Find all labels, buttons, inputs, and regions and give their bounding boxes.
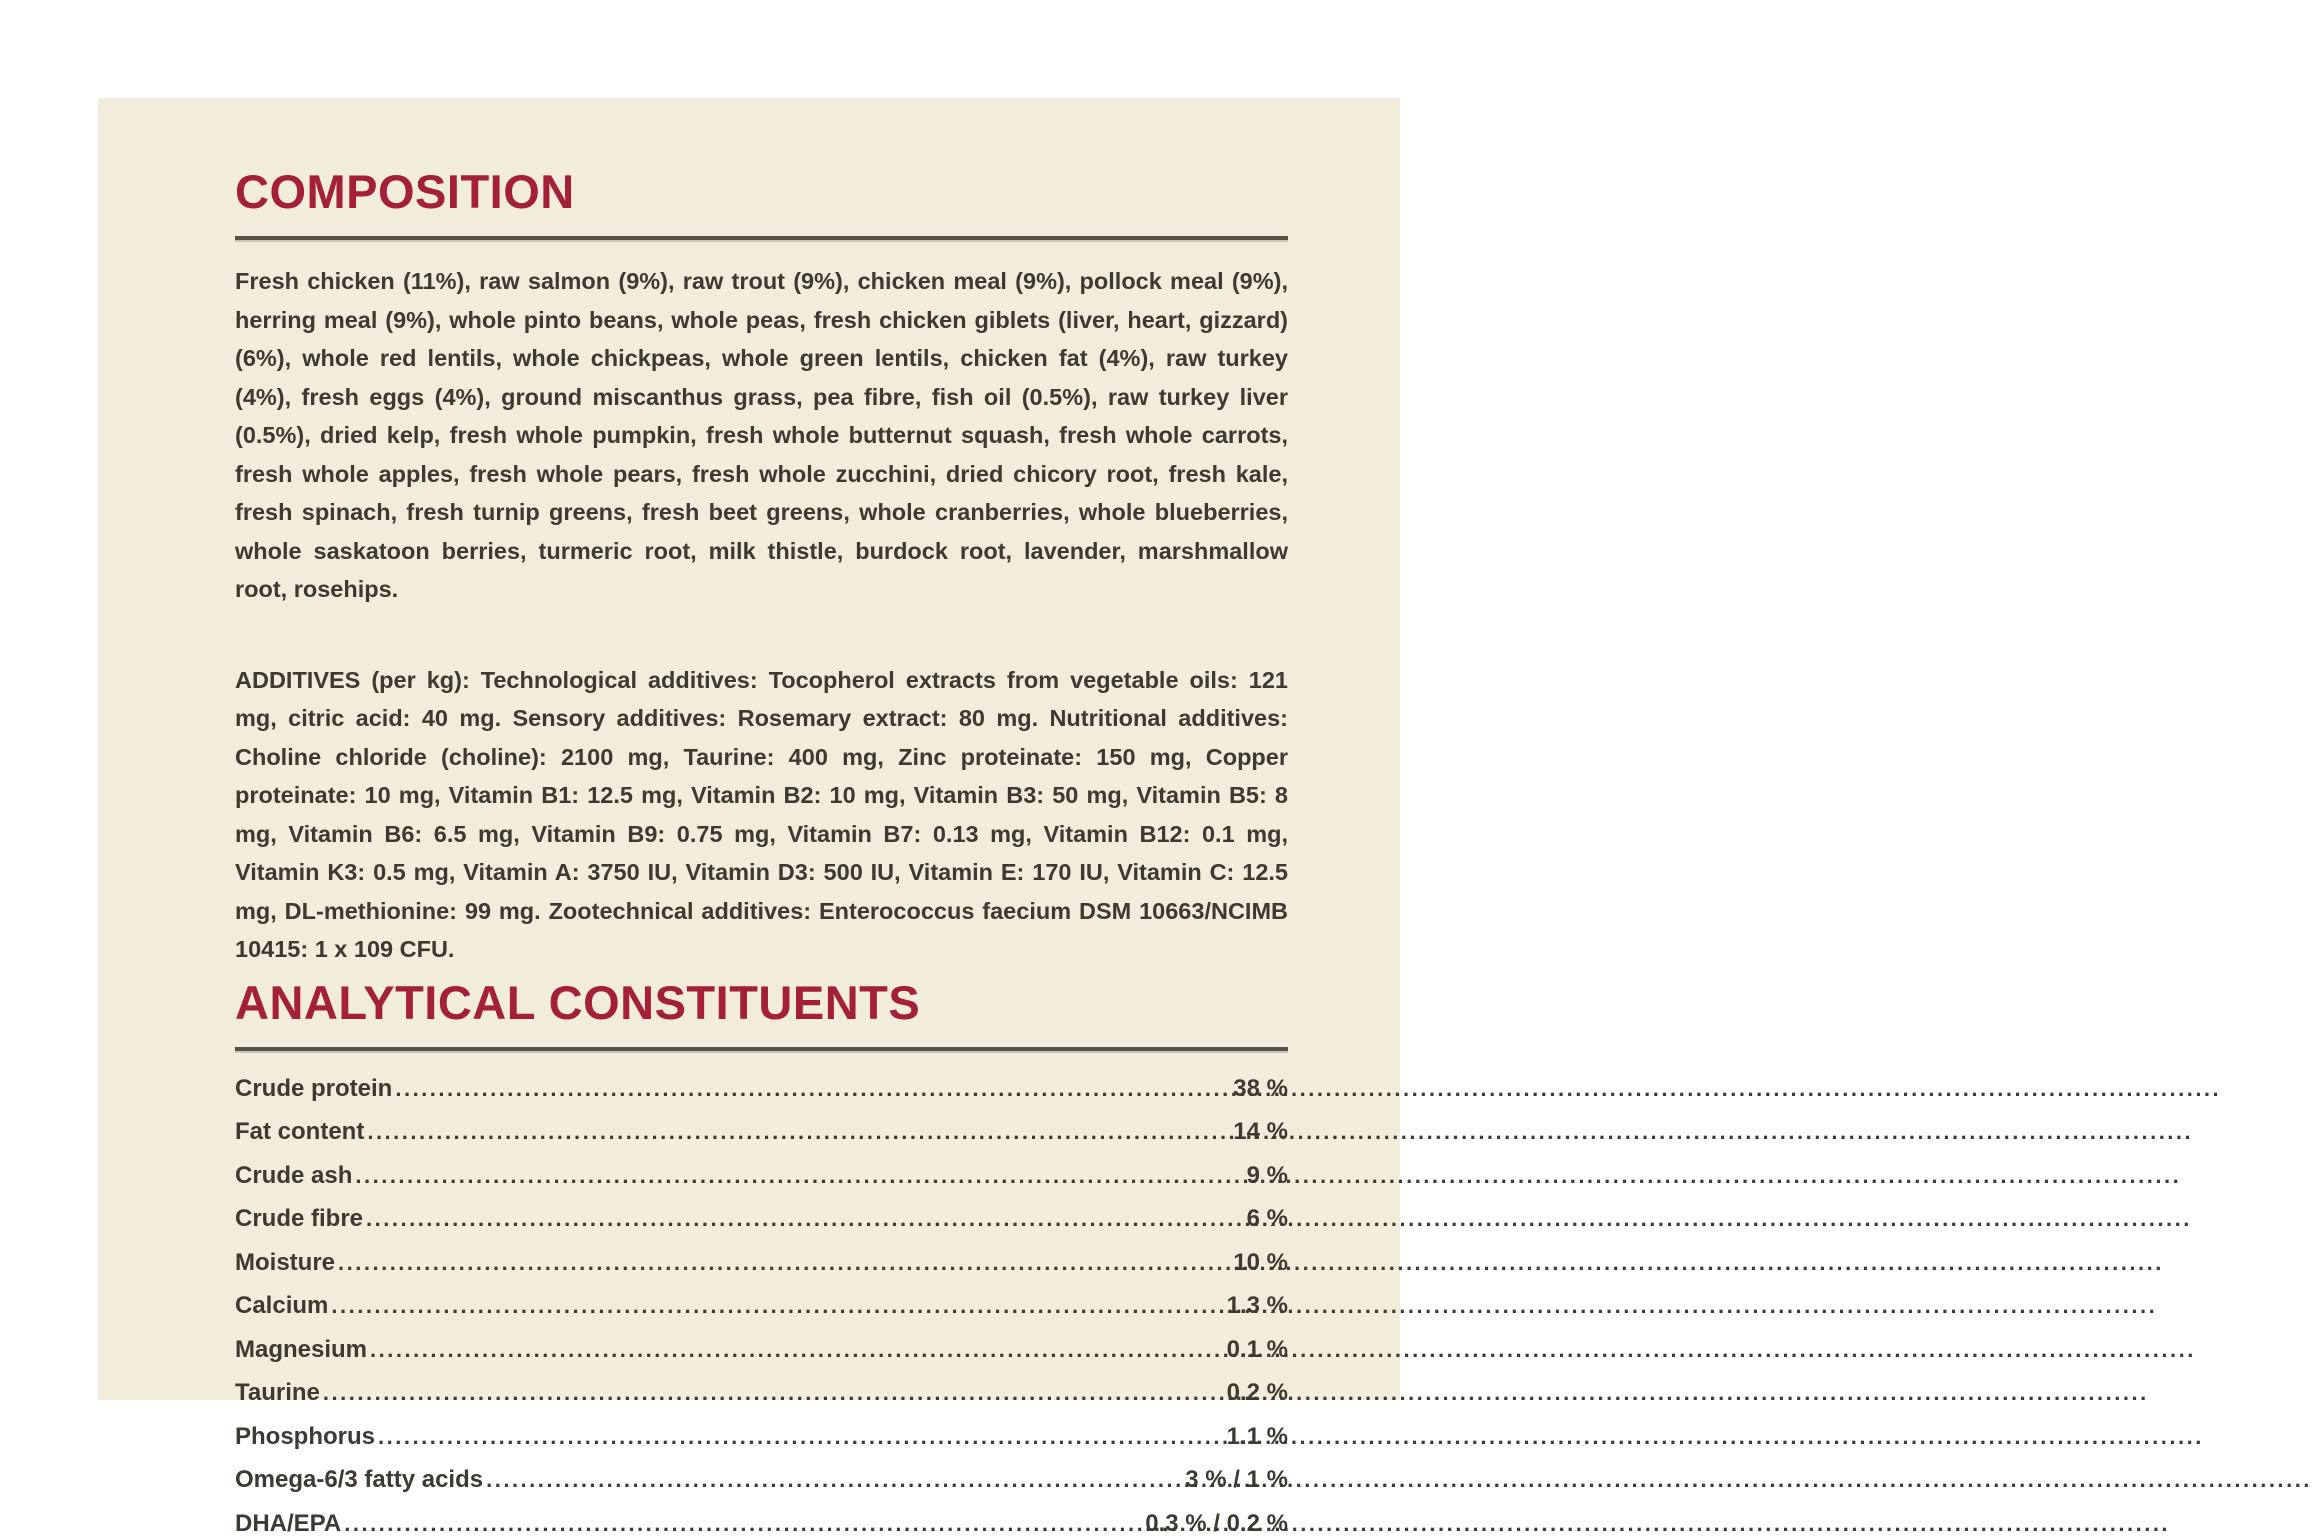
analytical-row-label: Fat content <box>235 1118 365 1145</box>
dotted-leader <box>486 1468 1182 1492</box>
label-panel <box>98 98 1400 1537</box>
analytical-row <box>235 1074 1288 1102</box>
analytical-row-label: Crude fibre <box>235 1205 364 1232</box>
analytical-row-value: 0.3 % / 0.2 % <box>1145 1509 1288 1537</box>
analytical-row-label: Taurine <box>235 1379 320 1406</box>
composition-divider <box>235 236 1288 240</box>
section-analytical <box>235 975 1288 1537</box>
composition-title: COMPOSITION <box>235 165 575 218</box>
analytical-row-label: Magnesium <box>235 1335 368 1363</box>
analytical-row <box>235 1509 1288 1537</box>
analytical-row <box>235 1381 1288 1405</box>
analytical-row-label: Omega-6/3 fatty acids <box>235 1466 484 1493</box>
additives-paragraph: ADDITIVES (per kg): Technological additives: Tocopherol extracts from vegetable oils: 121 mg, citric acid: 40 mg. Sensory additives: Rosemary extract: 80 mg. Nutritional additives: Choline chloride (choline): 2100 mg, Taurine: 400 mg, Zinc proteinate: 150 mg, Copper proteinate: 10 mg, Vitamin B1: 12.5 mg, Vitamin B2: 10 mg, Vitamin B3: 50 mg, Vitamin B5: 8 mg, Vitamin B6: 6.5 mg, Vitamin B9: 0.75 mg, Vitamin B7: 0.13 mg, Vitamin B12: 0.1 mg, Vitamin K3: 0.5 mg, Vitamin A: 3750 IU, Vitamin D3: 500 IU, Vitamin E: 170 IU, Vitamin C: 12.5 mg, DL-methionine: 99 mg. Zootechnical additives: Enterococcus faecium DSM 10663/NCIMB 10415: 1 x 109 CFU. <box>235 666 1288 962</box>
analytical-divider <box>235 1047 1288 1051</box>
analytical-row <box>235 1248 1288 1276</box>
analytical-row-label: Moisture <box>235 1248 336 1276</box>
analytical-row-label: Crude protein <box>235 1074 393 1102</box>
analytical-row-value: 0.1 % <box>1226 1335 1288 1363</box>
analytical-row-value: 1.3 % <box>1226 1292 1288 1319</box>
analytical-row-value: 14 % <box>1233 1118 1288 1145</box>
dotted-leader <box>370 1338 1224 1362</box>
dotted-leader <box>366 1207 1244 1231</box>
dotted-leader <box>395 1077 1230 1101</box>
analytical-row-label: DHA/EPA <box>235 1509 342 1537</box>
analytical-row <box>235 1120 1288 1144</box>
dotted-leader <box>344 1512 1142 1536</box>
dotted-leader <box>331 1294 1223 1318</box>
analytical-row-value: 10 % <box>1233 1248 1288 1276</box>
analytical-row-label: Phosphorus <box>235 1422 376 1450</box>
dotted-leader <box>378 1425 1224 1449</box>
dotted-leader <box>355 1164 1243 1188</box>
analytical-row <box>235 1207 1288 1231</box>
analytical-row-value: 0.2 % <box>1226 1379 1288 1406</box>
dotted-leader <box>323 1381 1224 1405</box>
analytical-row-value: 38 % <box>1233 1074 1288 1102</box>
analytical-row-value: 3 % / 1 % <box>1185 1466 1288 1493</box>
dotted-leader <box>338 1251 1230 1275</box>
analytical-row <box>235 1422 1288 1450</box>
analytical-row <box>235 1294 1288 1318</box>
analytical-row-value: 9 % <box>1246 1161 1288 1189</box>
analytical-table <box>235 1074 1288 1537</box>
analytical-row-label: Calcium <box>235 1292 329 1319</box>
analytical-row <box>235 1335 1288 1363</box>
section-composition <box>235 165 1288 969</box>
analytical-title: ANALYTICAL CONSTITUENTS <box>235 975 921 1029</box>
analytical-row <box>235 1468 1288 1492</box>
analytical-row-value: 6 % <box>1246 1205 1288 1232</box>
ingredients-paragraph: Fresh chicken (11%), raw salmon (9%), raw trout (9%), chicken meal (9%), pollock meal (9%), herring meal (9%), whole pinto beans, whole peas, fresh chicken giblets (liver, heart, gizzard)(6%), whole red lentils, whole chickpeas, whole green lentils, chicken fat (4%), raw turkey (4%), fresh eggs (4%), ground miscanthus grass, pea fibre, fish oil (0.5%), raw turkey liver (0.5%), dried kelp, fresh whole pumpkin, fresh whole butternut squash, fresh whole carrots, fresh whole apples, fresh whole pears, fresh whole zucchini, dried chicory root, fresh kale, fresh spinach, fresh turnip greens, fresh beet greens, whole cranberries, whole blueberries, whole saskatoon berries, turmeric root, milk thistle, burdock root, lavender, marshmallow root, rosehips. <box>235 268 1288 602</box>
analytical-row-label: Crude ash <box>235 1161 353 1189</box>
analytical-row <box>235 1161 1288 1189</box>
analytical-row-value: 1.1 % <box>1226 1422 1288 1450</box>
dotted-leader <box>367 1120 1230 1144</box>
